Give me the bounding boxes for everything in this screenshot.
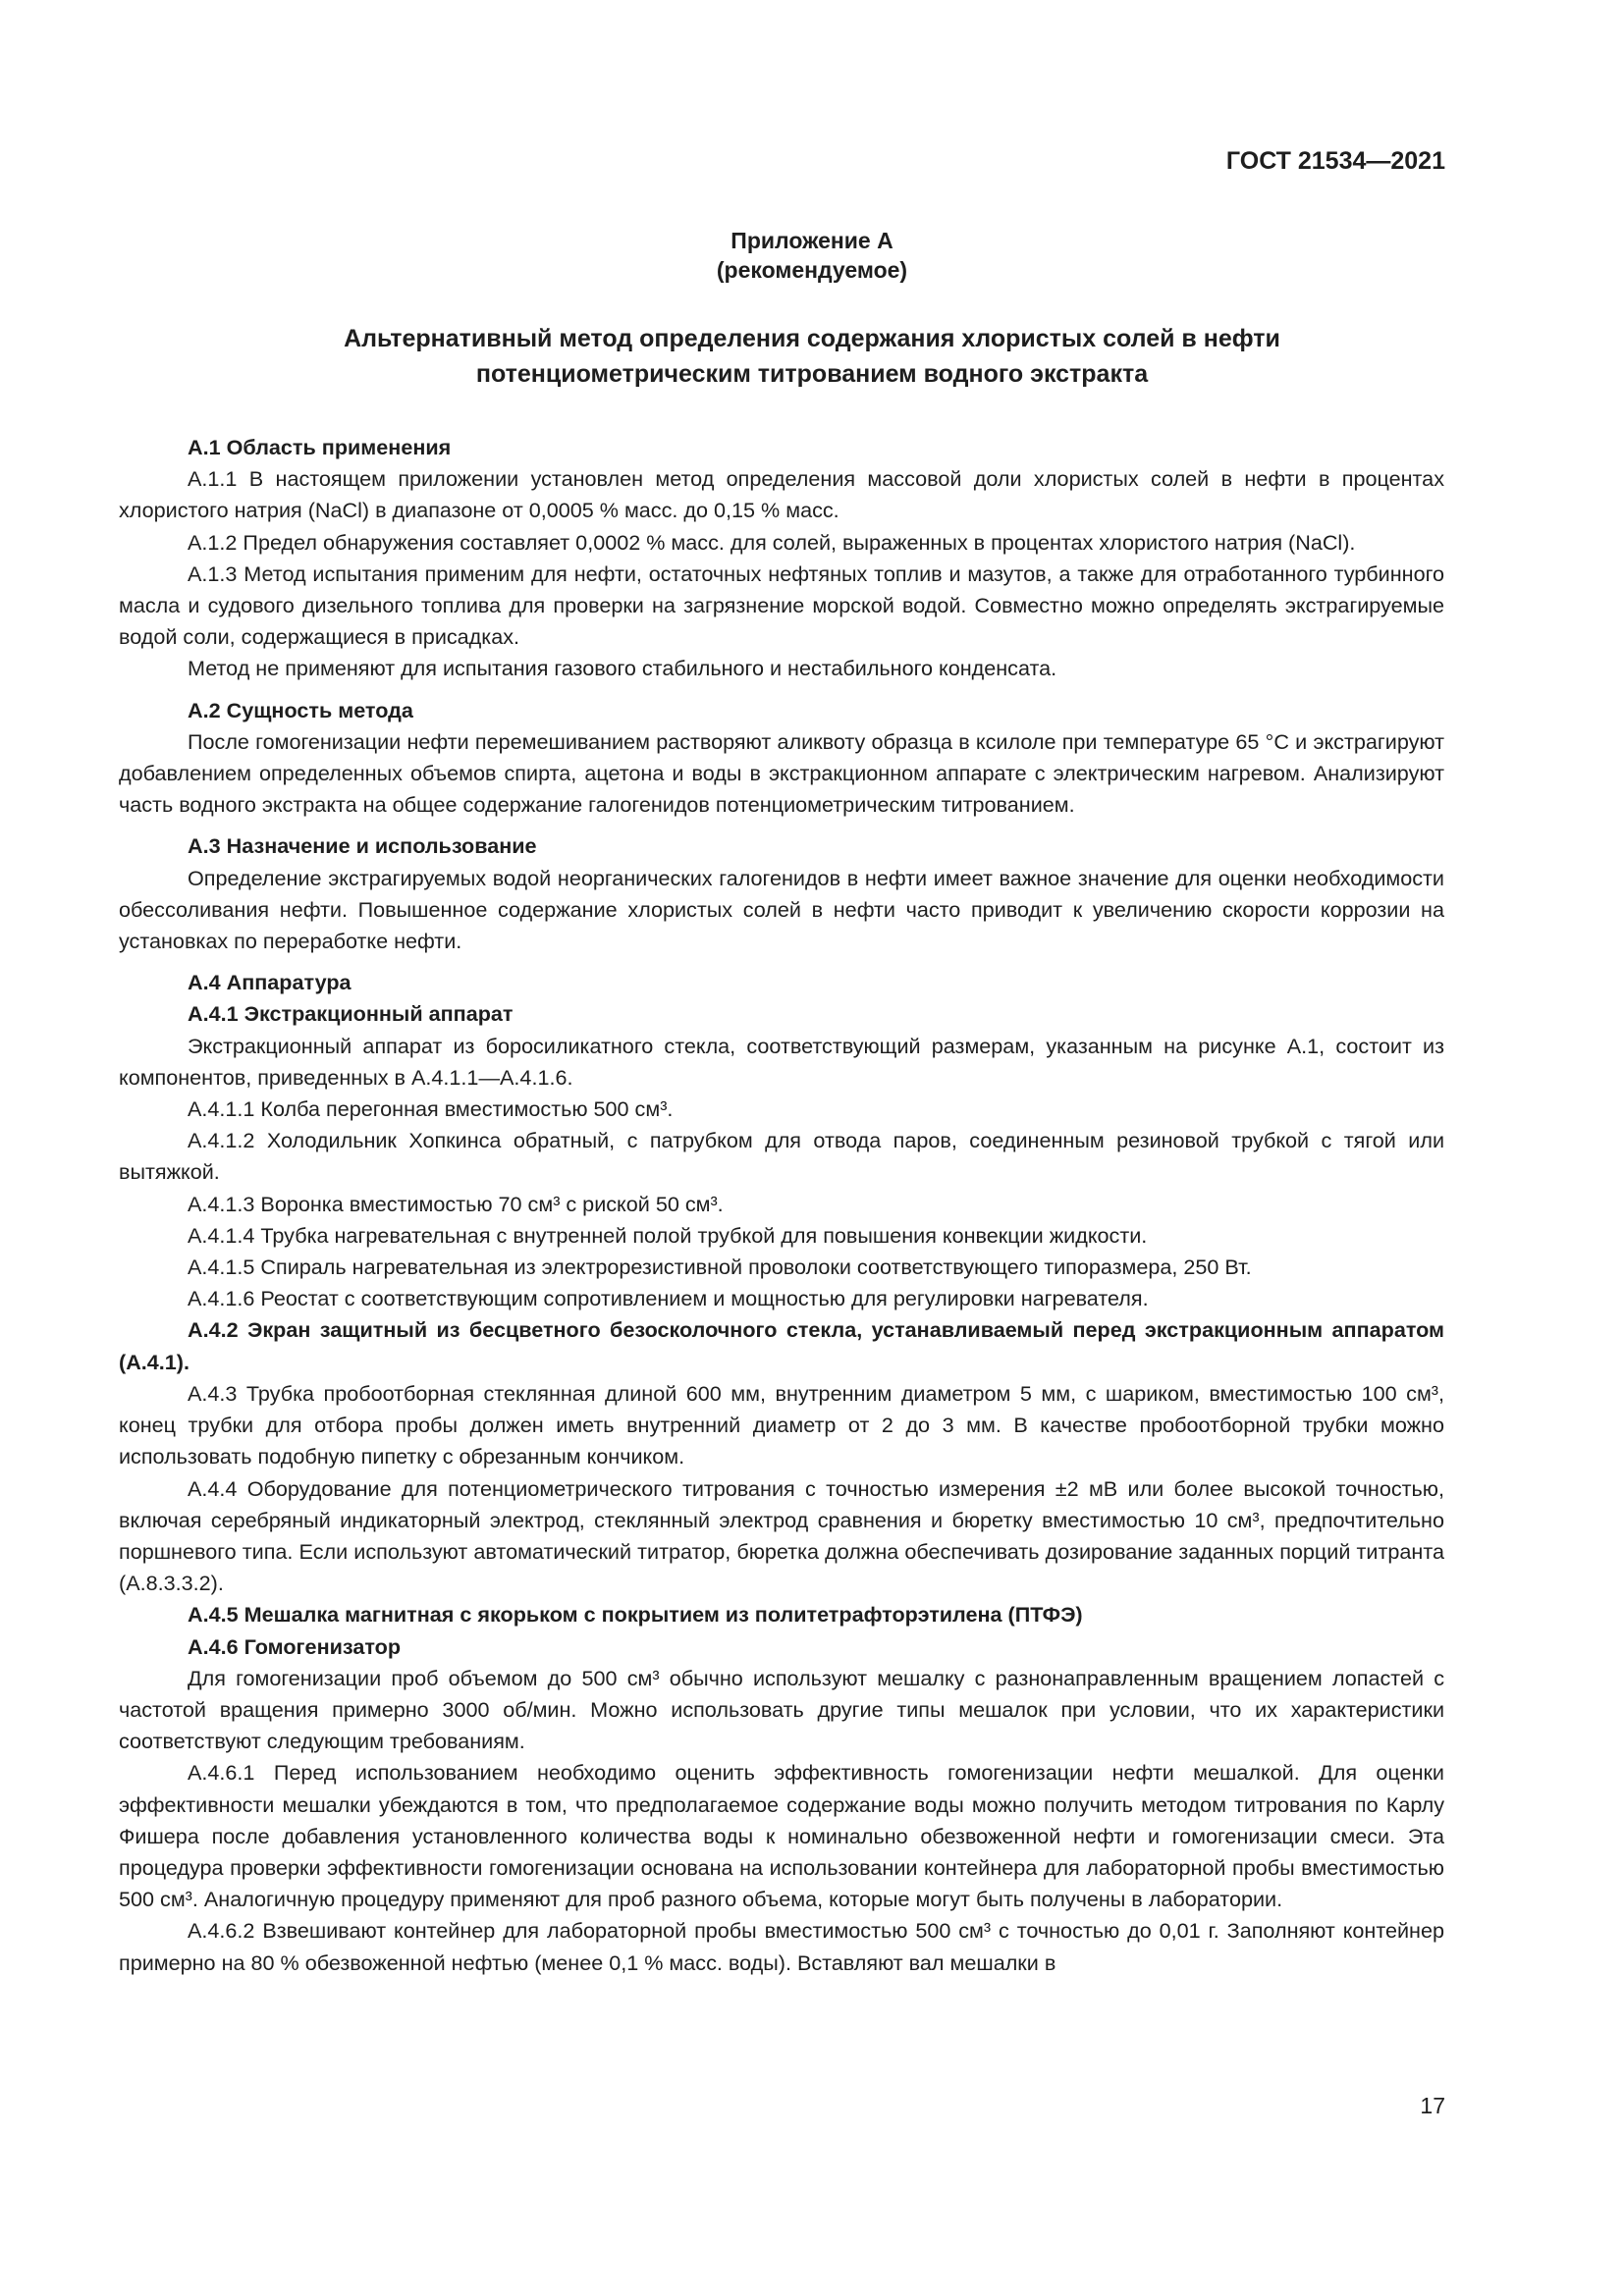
- appendix-heading: [0, 226, 1624, 285]
- paragraph: А.4.1.3 Воронка вместимостью 70 см³ с риской 50 см³.: [188, 1191, 724, 1216]
- section-heading: А.3 Назначение и использование: [188, 833, 537, 859]
- title-line-1: Альтернативный метод определения содержания хлористых солей в нефти: [344, 325, 1280, 352]
- paragraph: А.1.2 Предел обнаружения составляет 0,0002 % масс. для солей, выраженных в процентах хлористого натрия (NaCl).: [188, 529, 1356, 555]
- paragraph: А.4.2 Экран защитный из бесцветного безосколочного стекла, устанавливаемый перед экстракционным аппаратом (А.4.1).: [119, 1317, 1444, 1374]
- section-heading: А.1 Область применения: [188, 435, 452, 459]
- paragraph: После гомогенизации нефти перемешиванием растворяют аликвоту образца в ксилоле при температуре 65 °С и экстрагируют добавлением определенных объемов спирта, ацетона и воды в экстракционном аппарате с электрическим нагревом. Анализируют часть водного экстракта на общее содержание галогенидов потенциометрическим титрованием.: [119, 728, 1444, 818]
- paragraph: Экстракционный аппарат из боросиликатного стекла, соответствующий размерам, указанным на рисунке А.1, состоит из компонентов, приведенных в А.4.1.1—А.4.1.6.: [119, 1033, 1444, 1090]
- paragraph: А.4.6.2 Взвешивают контейнер для лабораторной пробы вместимостью 500 см³ с точностью до 0,01 г. Заполняют контейнер примерно на 80 % обезвоженной нефтью (менее 0,1 % масс. воды). Вставляют вал мешалки в: [119, 1918, 1444, 1975]
- page-number: 17: [1420, 2093, 1445, 2118]
- paragraph: Для гомогенизации проб объемом до 500 см³ обычно используют мешалку с разнонаправленным вращением лопастей с частотой вращения примерно 3000 об/мин. Можно использовать другие типы мешалок при условии, что их характеристики соответствуют следующим требованиям.: [119, 1665, 1444, 1754]
- paragraph: А.4.1.1 Колба перегонная вместимостью 500 см³.: [188, 1096, 674, 1122]
- document-body: [119, 432, 1444, 1979]
- document-number: ГОСТ 21534—2021: [1225, 147, 1445, 175]
- paragraph: А.1.3 Метод испытания применим для нефти, остаточных нефтяных топлив и мазутов, а также для отработанного турбинного масла и судового дизельного топлива для проверки на загрязнение морской водой. Совместно можно определять экстрагируемые водой соли, содержащиеся в присадках.: [119, 561, 1444, 650]
- paragraph: А.1.1 В настоящем приложении установлен метод определения массовой доли хлористых солей в нефти в процентах хлористого натрия (NaCl) в диапазоне от 0,0005 % масс. до 0,15 % масс.: [119, 466, 1444, 523]
- appendix-title: [0, 321, 1624, 392]
- appendix-status: (рекомендуемое): [716, 257, 908, 283]
- paragraph: А.4.1.2 Холодильник Хопкинса обратный, с патрубком для отвода паров, соединенным резиновой трубкой с тягой или вытяжкой.: [119, 1128, 1444, 1185]
- section-heading: А.4.5 Мешалка магнитная с якорьком с покрытием из политетрафторэтилена (ПТФЭ): [188, 1602, 1083, 1628]
- paragraph: А.4.3 Трубка пробоотборная стеклянная длиной 600 мм, внутренним диаметром 5 мм, с шариком, вместимостью 100 см³, конец трубки для отбора пробы должен иметь внутренний диаметр от 2 до 3 мм. В качестве пробоотборной трубки можно использовать подобную пипетку с обрезанным кончиком.: [119, 1380, 1444, 1469]
- paragraph: А.4.6.1 Перед использованием необходимо оценить эффективность гомогенизации нефти мешалкой. Для оценки эффективности мешалки убеждаются в том, что предполагаемое содержание воды можно получить методом титрования по Карлу Фишера после добавления установленного количества воды к номинально обезвоженной нефти и гомогенизации смеси. Эта процедура проверки эффективности гомогенизации основана на использовании контейнера для лабораторной пробы вместимостью 500 см³. Аналогичную процедуру применяют для проб разного объема, которые могут быть получены в лаборатории.: [119, 1760, 1444, 1912]
- paragraph: Определение экстрагируемых водой неорганических галогенидов в нефти имеет важное значение для оценки необходимости обессоливания нефти. Повышенное содержание хлористых солей в нефти часто приводит к увеличению скорости коррозии на установках по переработке нефти.: [119, 865, 1444, 954]
- paragraph: А.4.4 Оборудование для потенциометрического титрования с точностью измерения ±2 мВ или более высокой точностью, включая серебряный индикаторный электрод, стеклянный электрод сравнения и бюретку вместимостью 10 см³, предпочтительно поршневого типа. Если используют автоматический титратор, бюретка должна обеспечивать дозирование заданных порций титранта (А.8.3.3.2).: [119, 1475, 1444, 1596]
- section-heading: А.4 Аппаратура: [188, 970, 352, 995]
- section-heading: А.2 Сущность метода: [188, 697, 413, 722]
- section-heading: А.4.6 Гомогенизатор: [188, 1633, 402, 1659]
- appendix-label: Приложение А: [731, 228, 893, 253]
- paragraph: Метод не применяют для испытания газового стабильного и нестабильного конденсата.: [188, 656, 1057, 681]
- paragraph: А.4.1.6 Реостат с соответствующим сопротивлением и мощностью для регулировки нагревателя.: [188, 1286, 1149, 1311]
- paragraph: А.4.1.5 Спираль нагревательная из электрорезистивной проволоки соответствующего типоразмера, 250 Вт.: [188, 1255, 1252, 1280]
- section-heading: А.4.1 Экстракционный аппарат: [188, 1001, 514, 1027]
- title-line-2: потенциометрическим титрованием водного экстракта: [475, 360, 1149, 388]
- paragraph: А.4.1.4 Трубка нагревательная с внутренней полой трубкой для повышения конвекции жидкости.: [188, 1222, 1148, 1248]
